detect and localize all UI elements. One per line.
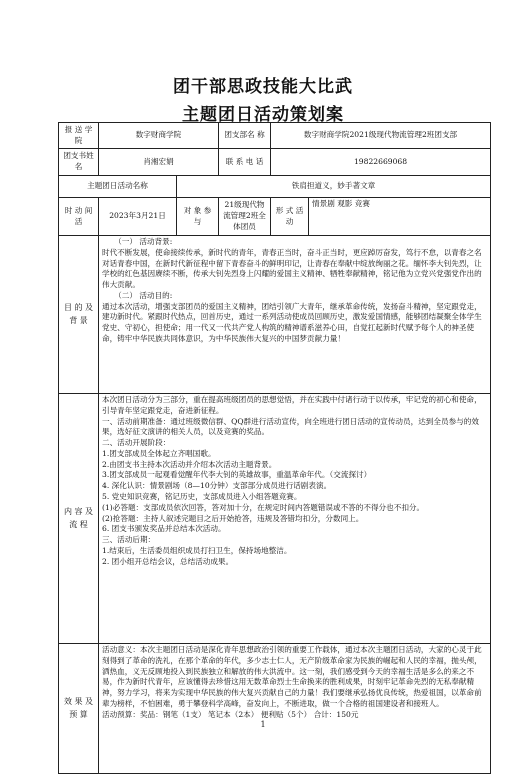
background-text: 时代不断发展，使命接续传承，新时代的青年，青春正当时，奋斗正当时，更应踔厉奋发，笃行不怠，以青春之名对话青春中国，在新时代新征程中留下青春奋斗的鲜明印记，让青春在奉献中绽放绚丽之花。缅怀李大钊先烈，让学校的红色基因赓续不断，传承大钊先烈身上闪耀的爱国主义精神、牺牲奉献精神，铭记他为立党兴党强党作出的伟大贡献。 [102,247,482,290]
phone-label: 联 系 电 话 [219,149,271,176]
background-heading: （一） 活动背景: [114,237,173,246]
branch-name-value: 数字财商学院2021级现代物流管理2班团支部 [271,123,491,149]
plan-form-table [58,122,491,774]
document-title-line1: 团干部思政技能大比武 [173,77,353,97]
purpose-content [99,236,491,394]
form-value: 情景剧 观影 竞赛 [309,198,491,236]
theme-label: 主题团日活动名称 [59,176,177,198]
purpose-label: 目 的 及 背 景 [59,236,99,394]
process-line: 本次团日活动分为三部分，重在提高班级团员的思想觉悟，并在实践中付诸行动于以传承，牢记党的初心和使命，引导青年坚定跟党走，奋进新征程。 [102,395,482,415]
process-line: 2.由团支书主持本次活动并介绍本次活动主题背景。 [102,459,277,469]
process-line: 2. 团小组开总结会议，总结活动成果。 [102,556,234,566]
document-title-line2: 主题团日活动策划案 [182,105,344,125]
effect-label: 效 果 及 预 算 [59,644,99,774]
process-line: 三、活动后期： [102,535,156,545]
process-line: 1.结束后，生活委员组织成员打扫卫生，保持场地整洁。 [102,545,292,555]
process-line: 一、活动前期准备：通过班级微信群、QQ群进行活动宣传，向全班进行团日活动的宣传动员，达到全员参与的效果，选好征文演讲的相关人员，以及竞赛的奖品。 [102,416,479,437]
effect-text: 活动意义：本次主题团日活动是深化青年思想政治引领的重要工作载体，通过本次主题团日活动，大家的心灵于此刻得到了革命的洗礼，在那个革命的年代，多少志士仁人，无产阶级革命家为民族的崛起和人民的幸福，抛头颅，洒热血，义无反顾地投入到民族独立和解放的伟大洪流中。这一刻，我们感受到今天的幸福生活是多么的来之不易，作为新时代青年，应该懂得去珍惜这用无数革命烈士生命换来的胜利成果，时刻牢记革命先烈的无私奉献精神，努力学习，将来为实现中华民族的伟大复兴贡献自己的力量！我们要继承弘扬优良传统，热爱祖国，以革命前辈为榜样，不怕困难，勇于攀登科学高峰，奋发向上，不断进取，做一个合格的祖国建设者和接班人。 [102,645,482,708]
phone-value: 19822669068 [271,149,491,176]
process-line: 3.团支部成员一起观看觉醒年代李大钊的英雄故事，重温革命年代。（交流探讨） [102,470,372,480]
target-value: 21级现代物流管理2班全体团员 [219,198,271,236]
branch-name-label: 团支部名 称 [219,123,271,149]
objective-heading: （二） 活动目的: [114,290,173,300]
process-line: 6. 团支书颁发奖品并总结本次活动。 [102,524,226,534]
time-value: 2023年3月21日 [99,198,177,236]
process-line: 二、活动开展阶段： [102,438,171,448]
process-content [99,394,491,644]
process-line: 1.团支部成员全体起立齐唱国歌。 [102,448,216,458]
objective-text: 通过本次活动，增强支部团员的爱国主义精神，团结引领广大青年，继承革命传统，发扬奋斗精神，坚定跟党走，建功新时代。紧跟时代热点，回首历史，通过一系列活动使成员回顾历史，激发爱国情感，能够团结凝聚全体学生党史、守初心，担使命；用一代又一代共产党人构筑的精神谱系滋养心田，自觉扛起新时代赋予每个人的神圣使命，铸牢中华民族共同体意识，为中华民族伟大复兴的中国梦贡献力量！ [102,301,482,344]
effect-content [99,644,491,774]
process-label: 内 容 及 流 程 [59,394,99,644]
target-label: 对 象 参 与 [177,198,219,236]
form-label: 形 式 活 动 [271,198,309,236]
time-label: 时 动 间 活 [59,198,99,236]
process-line: 4. 深化认识：情景剧场（8—10分钟）支部部分成员进行话剧表演。 [102,481,332,491]
secretary-label: 团支书姓 名 [59,149,99,176]
theme-value: 铁肩担道义，妙手著文章 [177,176,491,198]
process-line: (2)抢答题：主持人叙述完题目之后开始抢答，违规及答错均扣分，分数同上。 [102,513,364,523]
page-number: 1 [260,720,266,729]
secretary-value: 肖湘宏娟 [99,149,219,176]
budget-text: 活动预算：奖品：钢笔（1支） 笔记本（2本） 便利贴（5个） 合计：150元 [102,709,359,719]
process-line: (1)必答题：支部成员依次回答，答对加十分，在规定时间内答题错误或不答的不得分也不扣分。 [102,502,425,512]
submit-unit-value: 数字财商学院 [99,123,219,149]
process-line: 5. 党史知识竞赛，铭记历史，支部成员进入小组答题竞赛。 [102,492,302,502]
submit-unit-label: 报 送 学 院 [59,123,99,149]
